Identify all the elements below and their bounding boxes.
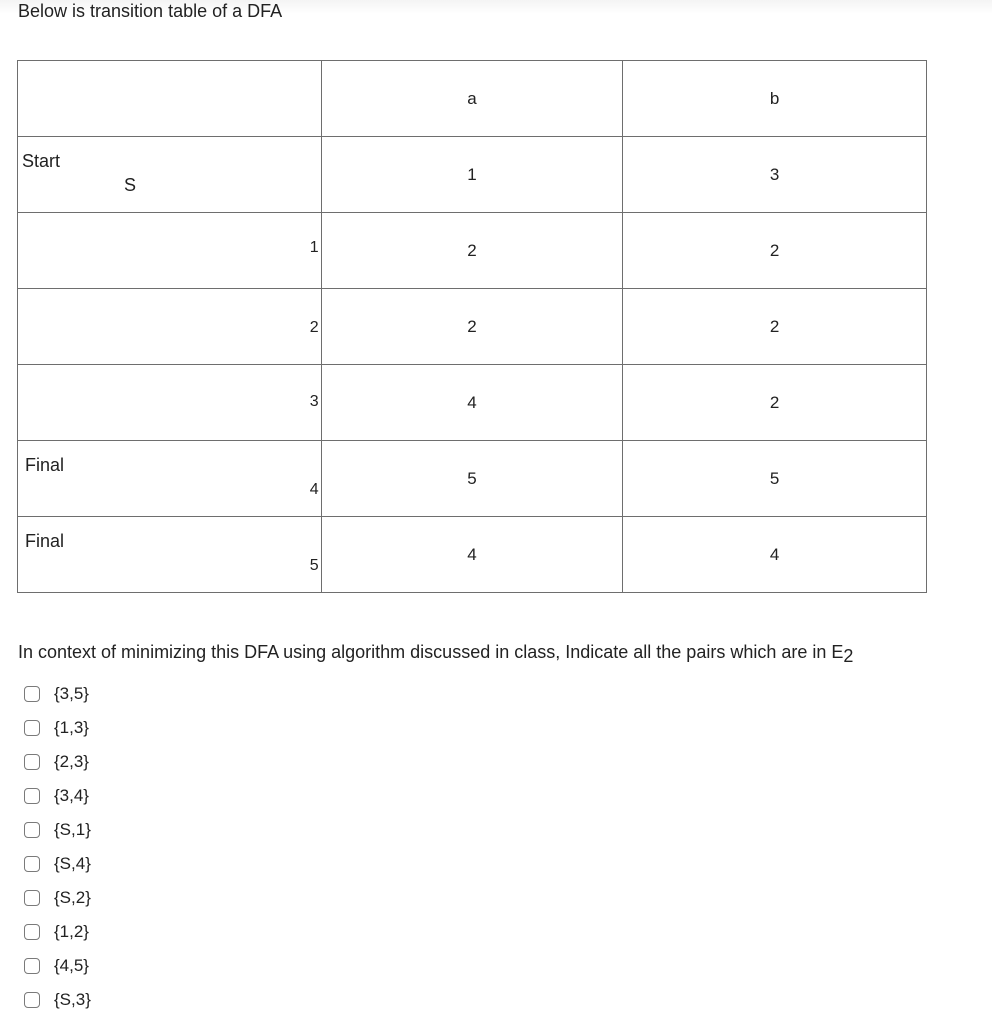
option-item[interactable] — [24, 779, 91, 813]
state-name: 2 — [309, 319, 319, 336]
option-item[interactable] — [24, 881, 91, 915]
table-row — [18, 365, 927, 441]
state-name: S — [124, 175, 137, 195]
transition-a: 5 — [321, 441, 623, 517]
option-item[interactable] — [24, 745, 91, 779]
option-label[interactable]: {S,4} — [54, 854, 91, 873]
final-label: Final — [25, 531, 65, 551]
transition-a: 1 — [321, 137, 623, 213]
option-checkbox[interactable] — [24, 686, 40, 702]
option-checkbox[interactable] — [24, 958, 40, 974]
transition-a: 2 — [321, 289, 623, 365]
option-label[interactable]: {S,2} — [54, 888, 91, 907]
transition-b: 2 — [623, 289, 927, 365]
table-row — [18, 137, 927, 213]
transition-b: 3 — [623, 137, 927, 213]
table-row — [18, 517, 927, 593]
option-label[interactable]: {4,5} — [54, 956, 89, 975]
option-checkbox[interactable] — [24, 754, 40, 770]
final-label: Final — [25, 455, 65, 475]
question-body: In context of minimizing this DFA using algorithm discussed in class, Indicate all the pairs which are in E — [18, 642, 844, 662]
transition-a: 2 — [321, 213, 623, 289]
option-label[interactable]: {S,3} — [54, 990, 91, 1009]
page-heading: Below is transition table of a DFA — [18, 1, 283, 21]
option-checkbox[interactable] — [24, 890, 40, 906]
option-label[interactable]: {2,3} — [54, 752, 89, 771]
state-cell — [18, 365, 322, 441]
state-cell — [18, 213, 322, 289]
start-label: Start — [22, 151, 61, 171]
header-empty-cell — [18, 61, 322, 137]
option-checkbox[interactable] — [24, 822, 40, 838]
transition-b: 4 — [623, 517, 927, 593]
transition-a: 4 — [321, 517, 623, 593]
option-label[interactable]: {1,2} — [54, 922, 89, 941]
answer-options — [24, 677, 91, 1017]
option-item[interactable] — [24, 677, 91, 711]
option-item[interactable] — [24, 813, 91, 847]
transition-b: 2 — [623, 213, 927, 289]
option-label[interactable]: {S,1} — [54, 820, 91, 839]
transition-table — [17, 60, 927, 593]
option-item[interactable] — [24, 983, 91, 1017]
table-row — [18, 213, 927, 289]
header-a: a — [321, 61, 623, 137]
table-header-row — [18, 61, 927, 137]
option-label[interactable]: {3,4} — [54, 786, 89, 805]
option-item[interactable] — [24, 915, 91, 949]
option-checkbox[interactable] — [24, 788, 40, 804]
option-label[interactable]: {3,5} — [54, 684, 89, 703]
state-cell — [18, 137, 322, 213]
option-label[interactable]: {1,3} — [54, 718, 89, 737]
transition-a: 4 — [321, 365, 623, 441]
header-b: b — [623, 61, 927, 137]
option-item[interactable] — [24, 711, 91, 745]
option-checkbox[interactable] — [24, 924, 40, 940]
state-cell — [18, 289, 322, 365]
transition-b: 2 — [623, 365, 927, 441]
transition-b: 5 — [623, 441, 927, 517]
state-cell — [18, 517, 322, 593]
question-subscript: 2 — [843, 646, 854, 666]
table-row — [18, 441, 927, 517]
state-cell — [18, 441, 322, 517]
state-name: 4 — [309, 481, 319, 498]
option-item[interactable] — [24, 949, 91, 983]
option-checkbox[interactable] — [24, 720, 40, 736]
option-checkbox[interactable] — [24, 856, 40, 872]
option-item[interactable] — [24, 847, 91, 881]
option-checkbox[interactable] — [24, 992, 40, 1008]
question-text — [18, 642, 854, 666]
table-row — [18, 289, 927, 365]
state-name: 1 — [309, 239, 319, 256]
state-name: 5 — [309, 557, 319, 574]
state-name: 3 — [309, 393, 319, 410]
